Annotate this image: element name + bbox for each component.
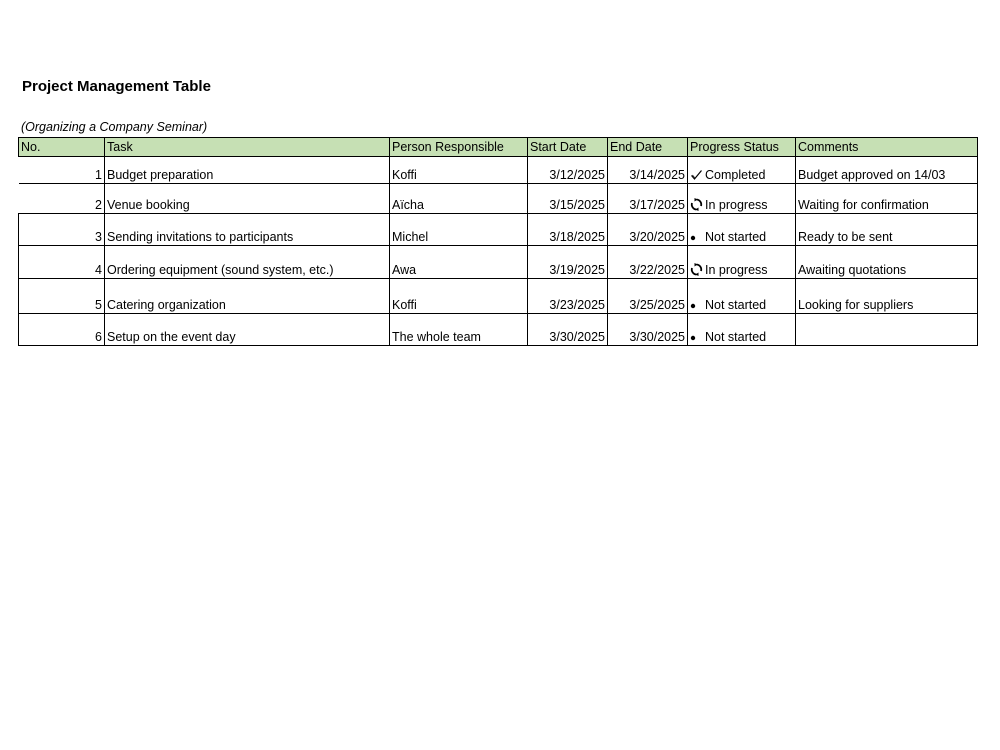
status-label: In progress: [705, 263, 768, 277]
page-title: Project Management Table: [22, 78, 211, 95]
col-header-end-date: End Date: [608, 138, 688, 157]
cell-person: Aïcha: [390, 184, 528, 214]
status-label: Not started: [705, 230, 767, 244]
bullet-icon: [690, 230, 705, 244]
cell-no: 2: [19, 184, 105, 214]
table-row: [19, 279, 978, 314]
refresh-icon: [690, 263, 705, 277]
cell-start-date: 3/23/2025: [528, 279, 608, 314]
cell-start-date: 3/18/2025: [528, 214, 608, 246]
cell-start-date: 3/12/2025: [528, 157, 608, 184]
cell-task: Ordering equipment (sound system, etc.): [105, 246, 390, 279]
cell-status: [688, 246, 796, 279]
cell-comment: [796, 314, 978, 346]
cell-comment: Budget approved on 14/03: [796, 157, 978, 184]
cell-end-date: 3/25/2025: [608, 279, 688, 314]
cell-comment: Waiting for confirmation: [796, 184, 978, 214]
cell-end-date: 3/17/2025: [608, 184, 688, 214]
cell-start-date: 3/15/2025: [528, 184, 608, 214]
table-row: [19, 246, 978, 279]
table-row: [19, 184, 978, 214]
check-icon: [690, 168, 705, 182]
cell-status: [688, 214, 796, 246]
status-label: Not started: [705, 298, 767, 312]
cell-no: 6: [19, 314, 105, 346]
col-header-no: No.: [19, 138, 105, 157]
cell-comment: Awaiting quotations: [796, 246, 978, 279]
status-label: Not started: [705, 330, 767, 344]
cell-no: 4: [19, 246, 105, 279]
cell-person: Koffi: [390, 157, 528, 184]
col-header-person: Person Responsible: [390, 138, 528, 157]
status-label: In progress: [705, 198, 768, 212]
cell-no: 5: [19, 279, 105, 314]
cell-task: Sending invitations to participants: [105, 214, 390, 246]
cell-no: 3: [19, 214, 105, 246]
cell-end-date: 3/30/2025: [608, 314, 688, 346]
col-header-comments: Comments: [796, 138, 978, 157]
col-header-status: Progress Status: [688, 138, 796, 157]
cell-status: [688, 184, 796, 214]
page-subtitle: (Organizing a Company Seminar): [21, 120, 208, 134]
header-row: [19, 138, 978, 157]
table-row: [19, 157, 978, 184]
cell-person: Koffi: [390, 279, 528, 314]
cell-end-date: 3/20/2025: [608, 214, 688, 246]
cell-task: Setup on the event day: [105, 314, 390, 346]
cell-task: Budget preparation: [105, 157, 390, 184]
cell-person: Michel: [390, 214, 528, 246]
table-row: [19, 314, 978, 346]
col-header-task: Task: [105, 138, 390, 157]
status-label: Completed: [705, 168, 766, 182]
cell-task: Catering organization: [105, 279, 390, 314]
cell-comment: Ready to be sent: [796, 214, 978, 246]
cell-start-date: 3/19/2025: [528, 246, 608, 279]
cell-person: Awa: [390, 246, 528, 279]
cell-comment: Looking for suppliers: [796, 279, 978, 314]
cell-end-date: 3/22/2025: [608, 246, 688, 279]
col-header-start-date: Start Date: [528, 138, 608, 157]
refresh-icon: [690, 198, 705, 212]
cell-status: [688, 279, 796, 314]
cell-no: 1: [19, 157, 105, 184]
bullet-icon: [690, 298, 705, 312]
cell-task: Venue booking: [105, 184, 390, 214]
bullet-icon: [690, 330, 705, 344]
cell-start-date: 3/30/2025: [528, 314, 608, 346]
cell-status: [688, 157, 796, 184]
project-table: [18, 137, 978, 346]
cell-status: [688, 314, 796, 346]
table-row: [19, 214, 978, 246]
cell-person: The whole team: [390, 314, 528, 346]
cell-end-date: 3/14/2025: [608, 157, 688, 184]
